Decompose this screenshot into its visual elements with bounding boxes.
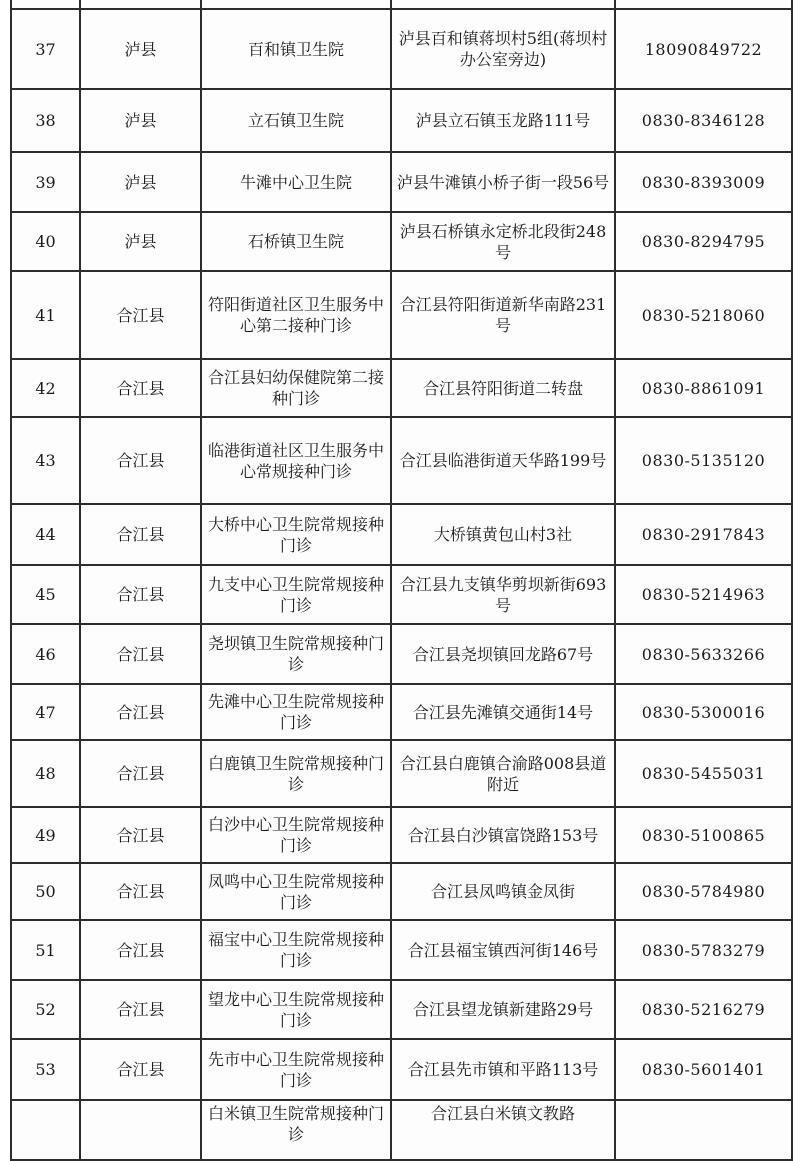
cell-clinic-name: 望龙中心卫生院常规接种门诊 xyxy=(201,980,391,1039)
cell-clinic-name: 百和镇卫生院 xyxy=(201,9,391,89)
cell-number: 53 xyxy=(11,1039,80,1100)
cell-address: 泸县牛滩镇小桥子街一段56号 xyxy=(391,152,615,212)
cell-phone: 0830-5218060 xyxy=(615,271,792,359)
cell-number: 48 xyxy=(11,740,80,807)
cell-phone: 0830-8393009 xyxy=(615,152,792,212)
table-row xyxy=(11,359,792,417)
cell-clinic-name: 石桥镇卫生院 xyxy=(201,212,391,271)
table-row xyxy=(11,9,792,89)
cell-address: 大桥镇黄包山村3社 xyxy=(391,504,615,565)
cell-address xyxy=(391,0,615,9)
cell-address: 合江县望龙镇新建路29号 xyxy=(391,980,615,1039)
cell-number: 40 xyxy=(11,212,80,271)
cell-number xyxy=(11,1100,80,1160)
cell-address: 合江县先滩镇交通街14号 xyxy=(391,684,615,740)
cell-number: 46 xyxy=(11,624,80,684)
cell-clinic-name: 白鹿镇卫生院常规接种门诊 xyxy=(201,740,391,807)
cell-county: 合江县 xyxy=(80,565,201,624)
cell-phone: 0830-8346128 xyxy=(615,89,792,152)
cell-address: 合江县临港街道天华路199号 xyxy=(391,417,615,504)
table-row xyxy=(11,0,792,9)
table-row xyxy=(11,920,792,980)
cell-clinic-name: 尧坝镇卫生院常规接种门诊 xyxy=(201,624,391,684)
cell-address: 泸县石桥镇永定桥北段街248号 xyxy=(391,212,615,271)
cell-phone: 0830-5214963 xyxy=(615,565,792,624)
table-row xyxy=(11,417,792,504)
cell-address: 泸县立石镇玉龙路111号 xyxy=(391,89,615,152)
cell-clinic-name: 大桥中心卫生院常规接种门诊 xyxy=(201,504,391,565)
cell-number: 52 xyxy=(11,980,80,1039)
cell-clinic-name: 白沙中心卫生院常规接种门诊 xyxy=(201,807,391,863)
cell-phone: 0830-5455031 xyxy=(615,740,792,807)
cell-phone xyxy=(615,0,792,9)
cell-clinic-name: 先滩中心卫生院常规接种门诊 xyxy=(201,684,391,740)
table-row xyxy=(11,863,792,920)
cell-address: 合江县符阳街道新华南路231号 xyxy=(391,271,615,359)
cell-county: 合江县 xyxy=(80,740,201,807)
cell-clinic-name: 福宝中心卫生院常规接种门诊 xyxy=(201,920,391,980)
cell-clinic-name: 九支中心卫生院常规接种门诊 xyxy=(201,565,391,624)
cell-clinic-name: 凤鸣中心卫生院常规接种门诊 xyxy=(201,863,391,920)
cell-clinic-name: 临港街道社区卫生服务中心常规接种门诊 xyxy=(201,417,391,504)
table-row xyxy=(11,807,792,863)
cell-county xyxy=(80,1100,201,1160)
table-row xyxy=(11,740,792,807)
cell-number: 38 xyxy=(11,89,80,152)
cell-phone: 18090849722 xyxy=(615,9,792,89)
cell-county: 合江县 xyxy=(80,920,201,980)
cell-phone: 0830-5300016 xyxy=(615,684,792,740)
cell-county: 合江县 xyxy=(80,684,201,740)
table-row xyxy=(11,152,792,212)
cell-number: 44 xyxy=(11,504,80,565)
cell-clinic-name: 立石镇卫生院 xyxy=(201,89,391,152)
cell-address: 泸县百和镇蒋坝村5组(蒋坝村办公室旁边) xyxy=(391,9,615,89)
table-row xyxy=(11,89,792,152)
cell-phone xyxy=(615,1100,792,1160)
cell-clinic-name: 合江县妇幼保健院第二接种门诊 xyxy=(201,359,391,417)
clinic-table xyxy=(10,0,793,1161)
cell-number: 45 xyxy=(11,565,80,624)
cell-address: 合江县福宝镇西河街146号 xyxy=(391,920,615,980)
cell-county: 合江县 xyxy=(80,807,201,863)
cell-number: 43 xyxy=(11,417,80,504)
cell-number: 37 xyxy=(11,9,80,89)
table-row xyxy=(11,1039,792,1100)
table-row xyxy=(11,684,792,740)
cell-county: 合江县 xyxy=(80,863,201,920)
cell-number xyxy=(11,0,80,9)
cell-address: 合江县符阳街道二转盘 xyxy=(391,359,615,417)
cell-address: 合江县白米镇文教路 xyxy=(391,1100,615,1160)
cell-clinic-name: 符阳街道社区卫生服务中心第二接种门诊 xyxy=(201,271,391,359)
cell-address: 合江县先市镇和平路113号 xyxy=(391,1039,615,1100)
cell-address: 合江县凤鸣镇金凤街 xyxy=(391,863,615,920)
cell-phone: 0830-5633266 xyxy=(615,624,792,684)
cell-address: 合江县九支镇华剪坝新街693号 xyxy=(391,565,615,624)
cell-number: 47 xyxy=(11,684,80,740)
cell-clinic-name: 白米镇卫生院常规接种门诊 xyxy=(201,1100,391,1160)
cell-phone: 0830-5601401 xyxy=(615,1039,792,1100)
cell-number: 49 xyxy=(11,807,80,863)
cell-phone: 0830-5100865 xyxy=(615,807,792,863)
cell-number: 42 xyxy=(11,359,80,417)
cell-clinic-name: 牛滩中心卫生院 xyxy=(201,152,391,212)
cell-address: 合江县白沙镇富饶路153号 xyxy=(391,807,615,863)
table-row xyxy=(11,980,792,1039)
cell-clinic-name: 先市中心卫生院常规接种门诊 xyxy=(201,1039,391,1100)
table-row xyxy=(11,212,792,271)
cell-number: 51 xyxy=(11,920,80,980)
cell-phone: 0830-2917843 xyxy=(615,504,792,565)
table-row xyxy=(11,565,792,624)
table-row xyxy=(11,624,792,684)
cell-phone: 0830-8861091 xyxy=(615,359,792,417)
cell-county: 泸县 xyxy=(80,212,201,271)
table-row xyxy=(11,271,792,359)
table-row xyxy=(11,504,792,565)
cell-county: 合江县 xyxy=(80,504,201,565)
clinic-table-body xyxy=(11,0,792,1160)
cell-county: 合江县 xyxy=(80,1039,201,1100)
cell-county: 泸县 xyxy=(80,89,201,152)
cell-county: 合江县 xyxy=(80,417,201,504)
cell-phone: 0830-5135120 xyxy=(615,417,792,504)
cell-county: 合江县 xyxy=(80,980,201,1039)
cell-phone: 0830-5216279 xyxy=(615,980,792,1039)
cell-number: 50 xyxy=(11,863,80,920)
cell-county: 合江县 xyxy=(80,359,201,417)
cell-county xyxy=(80,0,201,9)
table-row xyxy=(11,1100,792,1160)
cell-phone: 0830-8294795 xyxy=(615,212,792,271)
cell-phone: 0830-5784980 xyxy=(615,863,792,920)
cell-address: 合江县白鹿镇合渝路008县道附近 xyxy=(391,740,615,807)
cell-county: 泸县 xyxy=(80,152,201,212)
cell-number: 39 xyxy=(11,152,80,212)
cell-county: 合江县 xyxy=(80,624,201,684)
cell-phone: 0830-5783279 xyxy=(615,920,792,980)
cell-county: 合江县 xyxy=(80,271,201,359)
cell-clinic-name xyxy=(201,0,391,9)
cell-number: 41 xyxy=(11,271,80,359)
cell-address: 合江县尧坝镇回龙路67号 xyxy=(391,624,615,684)
cell-county: 泸县 xyxy=(80,9,201,89)
